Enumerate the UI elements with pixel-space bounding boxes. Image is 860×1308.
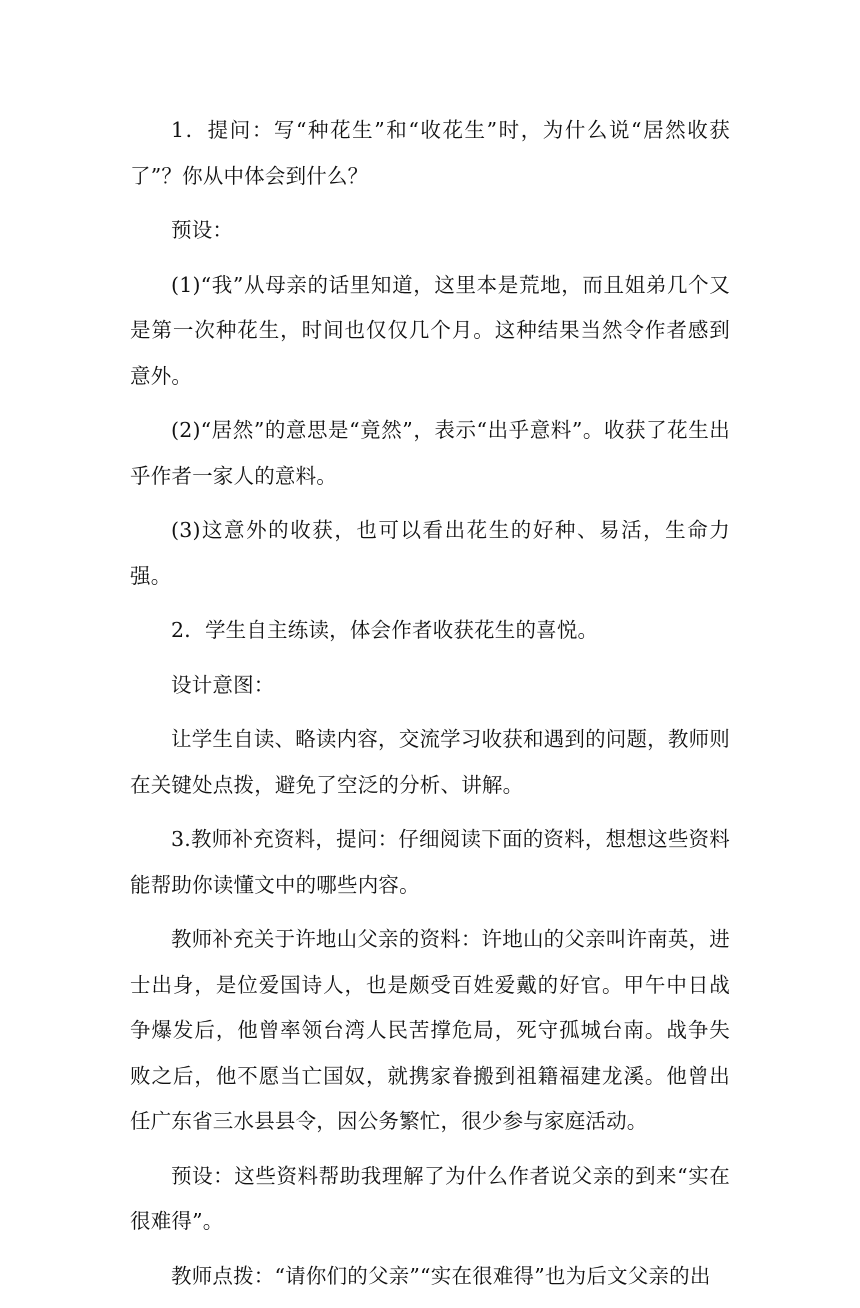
teacher-guidance-paragraph: 教师点拨：“请你们的父亲”“实在很难得”也为后文父亲的出 <box>171 1263 711 1288</box>
preset-label: 预设： <box>171 218 234 242</box>
preset-understanding-paragraph: 预设：这些资料帮助我理解了为什么作者说父亲的到来“实在很难得”。 <box>130 1163 730 1233</box>
preset-point-1: (1)“我”从母亲的话里知道，这里本是荒地，而且姐弟几个又是第一次种花生，时间也仅仅几个月。这种结果当然令作者感到意外。 <box>130 272 730 388</box>
supplement-material-paragraph: 教师补充关于许地山父亲的资料：许地山的父亲叫许南英，进士出身，是位爱国诗人，也是颇受百姓爱戴的好官。甲午中日战争爆发后，他曾率领台湾人民苦撑危局，死守孤城台南。战争失败之后，他不愿当亡国奴，就携家眷搬到祖籍福建龙溪。他曾出任广东省三水县县令，因公务繁忙，很少参与家庭活动。 <box>130 927 730 1133</box>
document-body <box>130 108 730 1308</box>
design-intent-paragraph: 让学生自读、略读内容，交流学习收获和遇到的问题，教师则在关键处点拨，避免了空泛的分析、讲解。 <box>130 727 730 797</box>
question-1-paragraph: 1．提问：写“种花生”和“收花生”时，为什么说“居然收获了”？你从中体会到什么？ <box>130 118 730 188</box>
preset-point-3: (3)这意外的收获，也可以看出花生的好种、易活，生命力强。 <box>130 518 730 588</box>
step-2-paragraph: 2．学生自主练读，体会作者收获花生的喜悦。 <box>171 618 599 642</box>
preset-point-2: (2)“居然”的意思是“竟然”，表示“出乎意料”。收获了花生出乎作者一家人的意料。 <box>130 418 730 488</box>
design-intent-label: 设计意图： <box>171 672 275 697</box>
step-3-paragraph: 3.教师补充资料，提问：仔细阅读下面的资料，想想这些资料能帮助你读懂文中的哪些内容。 <box>130 827 730 897</box>
